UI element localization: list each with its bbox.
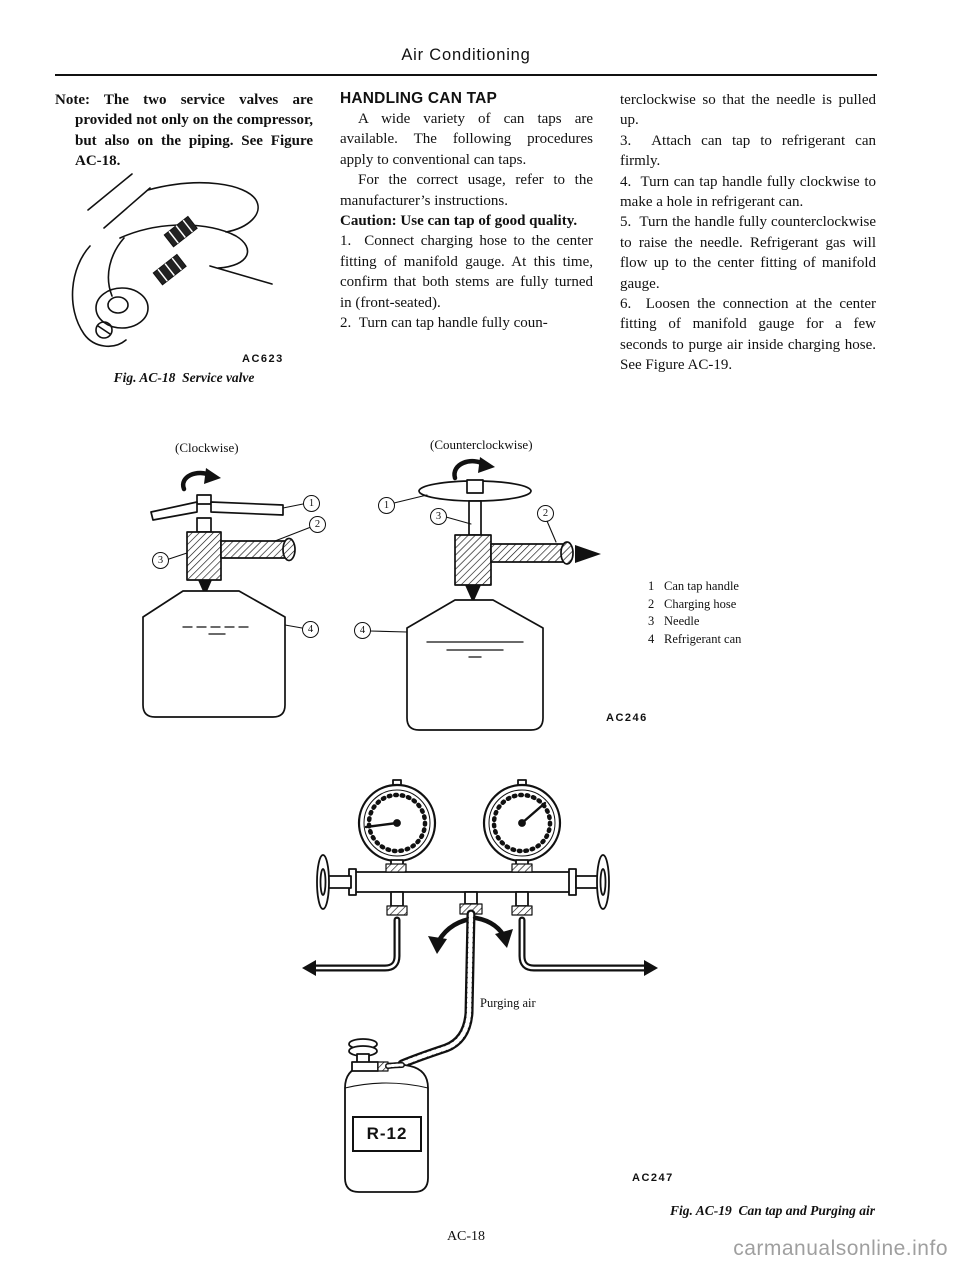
step-3: 3. Attach can tap to refrigerant can firmly. [620,132,876,170]
caution-paragraph: Caution: Use can tap of good quality. [340,213,578,230]
callout-2: 2 [537,505,554,522]
can-tap-counterclockwise-figure [355,450,615,735]
legend-label: Refrigerant can [664,631,742,646]
list-item [648,613,741,631]
note-paragraph: Note: The two service valves are provided not only on the compressor, but also on the piping. See Figure AC-18. [55,92,313,170]
column-left [55,90,313,172]
list-item [648,631,741,649]
watermark: carmanualsonline.info [733,1237,948,1260]
can-tap-clockwise-figure [135,455,335,727]
purging-air-label: Purging air [480,996,536,1010]
header-rule [55,74,877,76]
page-number: AC-18 [446,1229,486,1244]
page-title: Air Conditioning [401,46,531,64]
legend-num: 4 [648,631,655,646]
legend-num: 2 [648,596,655,611]
step-5: 5. Turn the handle fully counterclockwise to raise the needle. Refrigerant gas will flow up to the center fitting of manifold gauge. [620,214,876,292]
step-6: 6. Loosen the connection at the center fitting of manifold gauge for a few seconds to purge air inside charging hose. See Figure AC-19. [620,295,876,374]
paragraph: A wide variety of can taps are available. The following procedures apply to conventional can taps. [340,111,593,168]
column-center [340,88,593,333]
service-valve-figure-caption: Fig. AC-18 Service valve [113,370,255,385]
legend-num: 3 [648,614,655,628]
legend-label: Charging hose [664,596,737,611]
purging-figure-code: AC247 [632,1172,674,1184]
counterclockwise-label: (Counterclockwise) [430,437,533,452]
callout-4: 4 [302,621,319,638]
step-2: 2. Turn can tap handle fully coun- [340,314,548,331]
callout-1: 1 [378,497,395,514]
legend-label: Needle [664,614,700,628]
service-valve-figure [60,168,295,356]
step-4: 4. Turn can tap handle fully clockwise to make a hole in refrigerant can. [620,173,876,210]
figure-legend [648,578,741,648]
clockwise-label: (Clockwise) [175,440,239,455]
callout-3: 3 [152,552,169,569]
list-item [648,578,741,596]
step-1: 1. Connect charging hose to the center fitting of manifold gauge. At this time, confirm that both stems are fully turned in (front-seated). [340,233,593,311]
r12-can-label: R-12 [352,1116,422,1152]
section-heading: HANDLING CAN TAP [340,90,498,107]
legend-num: 1 [648,579,655,593]
column-right [620,90,876,375]
legend-label: Can tap handle [664,579,739,593]
callout-4: 4 [354,622,371,639]
list-item [648,596,741,614]
callout-3: 3 [430,508,447,525]
step-2-continued: terclockwise so that the needle is pulled up. [620,92,876,129]
can-tap-figure-code: AC246 [606,712,648,724]
callout-2: 2 [309,516,326,533]
callout-1: 1 [303,495,320,512]
paragraph: For the correct usage, refer to the manufacturer’s instructions. [340,172,593,209]
purging-figure-caption: Fig. AC-19 Can tap and Purging air [669,1203,875,1218]
service-valve-figure-code: AC623 [242,353,284,365]
